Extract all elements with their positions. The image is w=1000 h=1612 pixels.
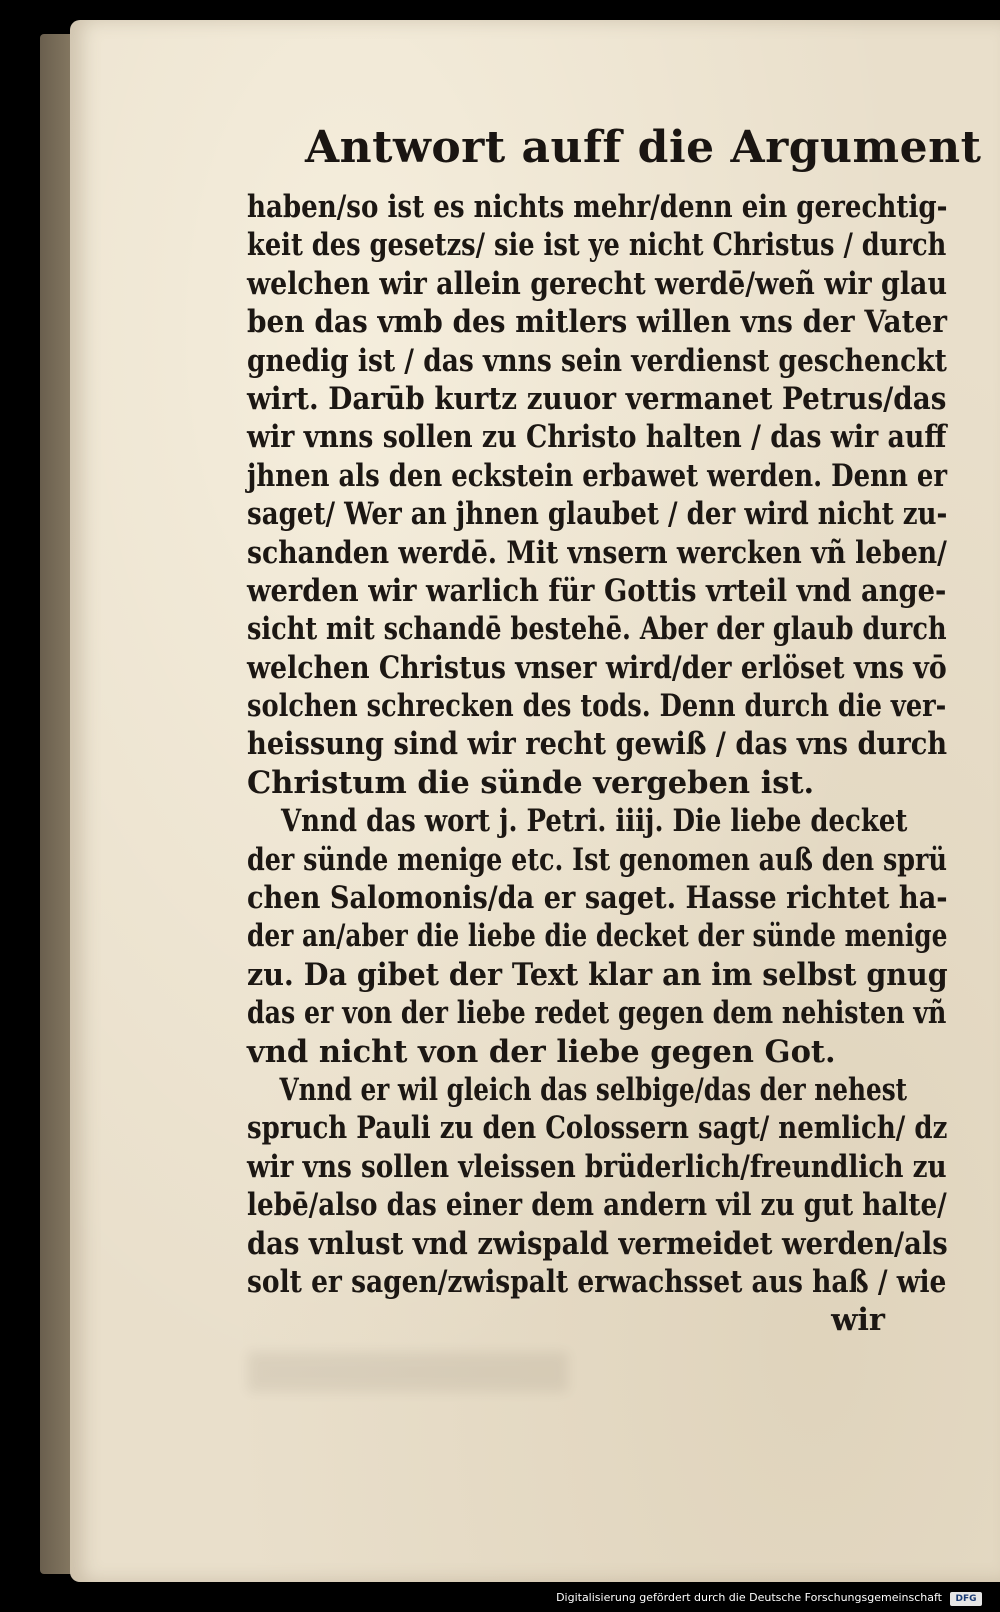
text-line: vnd nicht von der liebe gegen Got. [247,1033,836,1070]
text-line: das vnlust vnd zwispald vermeidet werden/als [247,1225,948,1262]
text-line: wir vnns sollen zu Christo halten / das wir auff [247,419,947,456]
text-line: das er von der liebe redet gegen dem nehisten vñ [247,995,947,1032]
ink-bleed-through [248,1352,568,1392]
footer-credit: Digitalisierung gefördert durch die Deutsche Forschungsgemeinschaft [556,1591,942,1604]
text-line: solchen schrecken des tods. Denn durch die ver- [247,688,947,725]
text-line: ben das vmb des mitlers willen vns der Vater [247,304,947,341]
running-head: Antwort auff die Argument [305,122,982,173]
text-line: saget/ Wer an jhnen glaubet / der wird nicht zu- [247,496,948,533]
text-line: der sünde menige etc. Ist genomen auß den sprü [247,841,947,878]
text-line: haben/so ist es nichts mehr/denn ein gerechtig- [247,189,948,225]
paragraph-start-line: Vnnd das wort j. Petri. iiij. Die liebe decket [281,803,908,840]
text-line: gnedig ist / das vnns sein verdienst geschenckt [247,342,947,379]
text-line: lebē/also das einer dem andern vil zu gut halte/ [247,1187,947,1224]
catchword: wir [831,1302,885,1339]
text-line: heissung sind wir recht gewiß / das vns durch [247,726,948,763]
text-line: keit des gesetzs/ sie ist ye nicht Christus / durch [247,227,947,264]
text-line: sicht mit schandē bestehē. Aber der glaub durch [247,611,947,648]
page-body-text [247,188,947,1340]
text-line: wir vns sollen vleissen brüderlich/freundlich zu [247,1148,947,1185]
text-line: der an/aber die liebe die decket der sünde menige [247,918,948,955]
text-line: jhnen als den eckstein erbawet werden. Denn er [247,457,947,494]
text-line: welchen Christus vnser wird/der erlöset vns vō [247,649,947,686]
text-line: wirt. Darūb kurtz zuuor vermanet Petrus/das [247,380,947,417]
dfg-logo: DFG [950,1592,982,1606]
text-line: werden wir warlich für Gottis vrteil vnd ange- [247,572,947,609]
text-line: zu. Da gibet der Text klar an im selbst gnug [247,956,948,993]
text-line: solt er sagen/zwispalt erwachsset aus haß / wie [247,1263,947,1300]
text-line: schanden werdē. Mit vnsern wercken vñ leben/ [247,534,947,571]
digitization-footer [0,1584,1000,1612]
text-line: chen Salomonis/da er saget. Hasse richtet ha- [247,880,948,917]
text-line: spruch Pauli zu den Colossern sagt/ nemlich/ dz [247,1110,948,1147]
text-line: Christum die sünde vergeben ist. [247,764,815,801]
text-line: welchen wir allein gerecht werdē/weñ wir glau [247,265,947,302]
paragraph-start-line: Vnnd er wil gleich das selbige/das der nehest [279,1071,908,1108]
